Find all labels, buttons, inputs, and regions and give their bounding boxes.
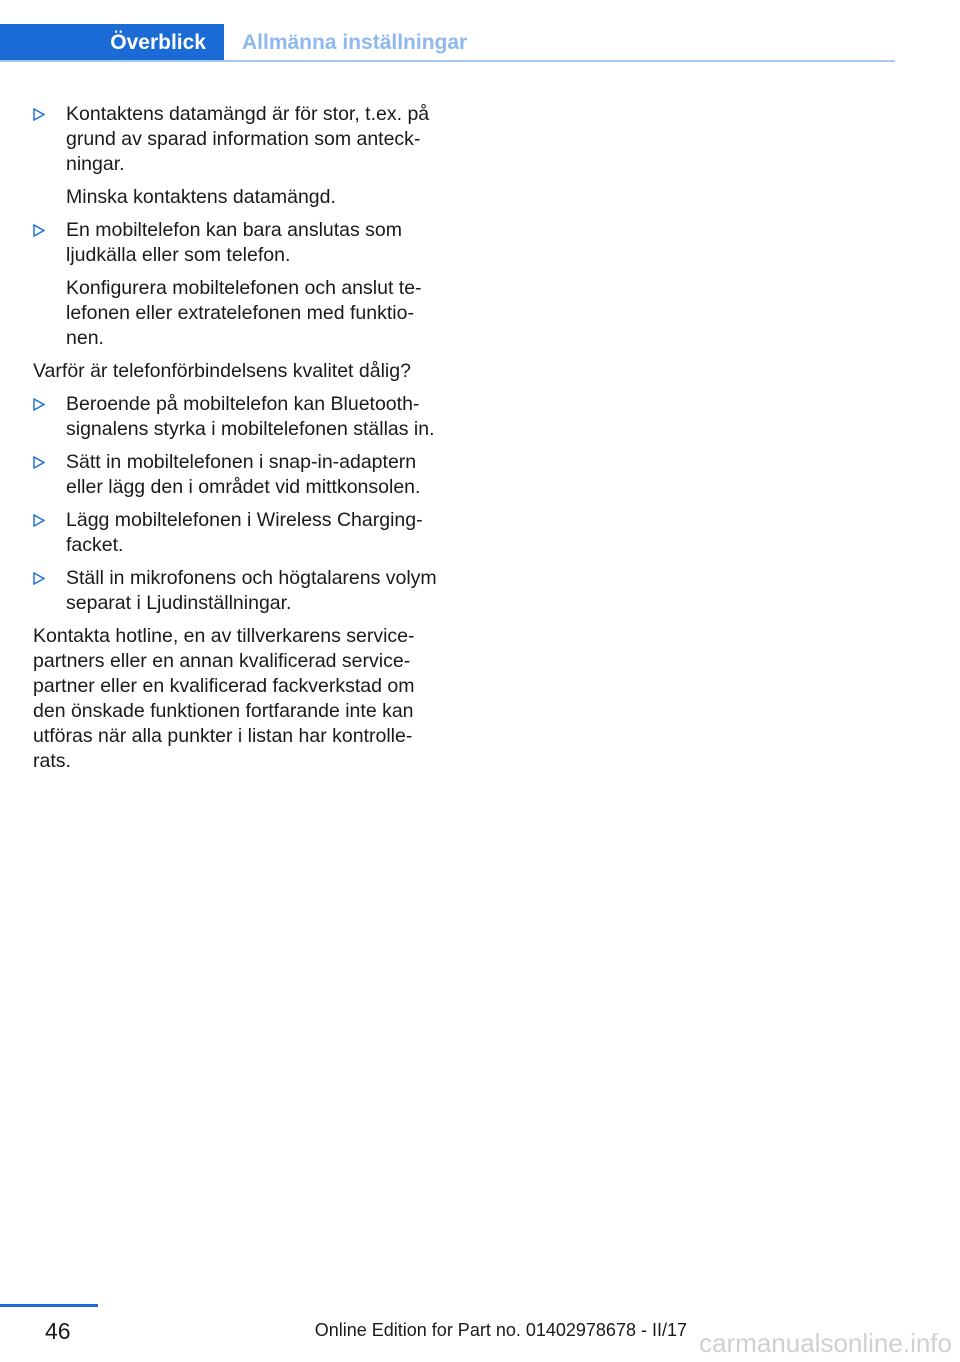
list-item-note: Konfigurera mobiltelefonen och anslut te- lefonen eller extratelefonen med funktio- nen. [66,277,422,349]
bullet-text: Beroende på mobiltelefon kan Bluetooth- signalens styrka i mobiltelefonen ställas in. [66,393,435,440]
tab-allmanna-installningar[interactable]: Allmänna inställningar [242,31,468,54]
edition-footer: Online Edition for Part no. 01402978678 - II/17 [314,1320,687,1340]
page-number: 46 [45,1318,71,1344]
list-item [33,508,453,558]
list-item [33,102,453,177]
bullet-text: Lägg mobiltelefonen i Wireless Charging- facket. [66,509,423,556]
footer-divider [0,1304,98,1307]
list-item-note: Minska kontaktens datamängd. [66,186,336,208]
triangle-bullet-icon [33,572,45,585]
bullet-text: En mobiltelefon kan bara anslutas som ljudkälla eller som telefon. [66,219,403,266]
bullet-text: Ställ in mikrofonens och högtalarens volym separat i Ljudinställningar. [66,567,437,614]
triangle-bullet-icon [33,108,45,121]
question-heading: Varför är telefonförbindelsens kvalitet dålig? [33,360,411,382]
list-item [33,450,453,500]
triangle-bullet-icon [33,456,45,469]
header-divider [0,60,895,62]
page-header [0,0,960,62]
list-item [33,566,453,616]
bullet-text: Kontaktens datamängd är för stor, t.ex. på grund av sparad information som anteck- ningar. [66,103,430,175]
main-content [33,102,453,782]
triangle-bullet-icon [33,514,45,527]
list-item [33,218,453,268]
tab-overblick[interactable]: Överblick [0,24,224,62]
list-item [33,392,453,442]
watermark: carmanualsonline.info [699,1328,952,1358]
closing-paragraph: Kontakta hotline, en av tillverkarens service- partners eller en annan kvalificerad service- partner eller en kvalificerad fackverkstad om den önskade funktionen fortfarande inte kan utföras när alla punkter i listan har kontrolle- rats. [33,625,415,772]
bullet-text: Sätt in mobiltelefonen i snap-in-adaptern eller lägg den i området vid mittkonsolen. [66,451,421,498]
triangle-bullet-icon [33,398,45,411]
triangle-bullet-icon [33,224,45,237]
